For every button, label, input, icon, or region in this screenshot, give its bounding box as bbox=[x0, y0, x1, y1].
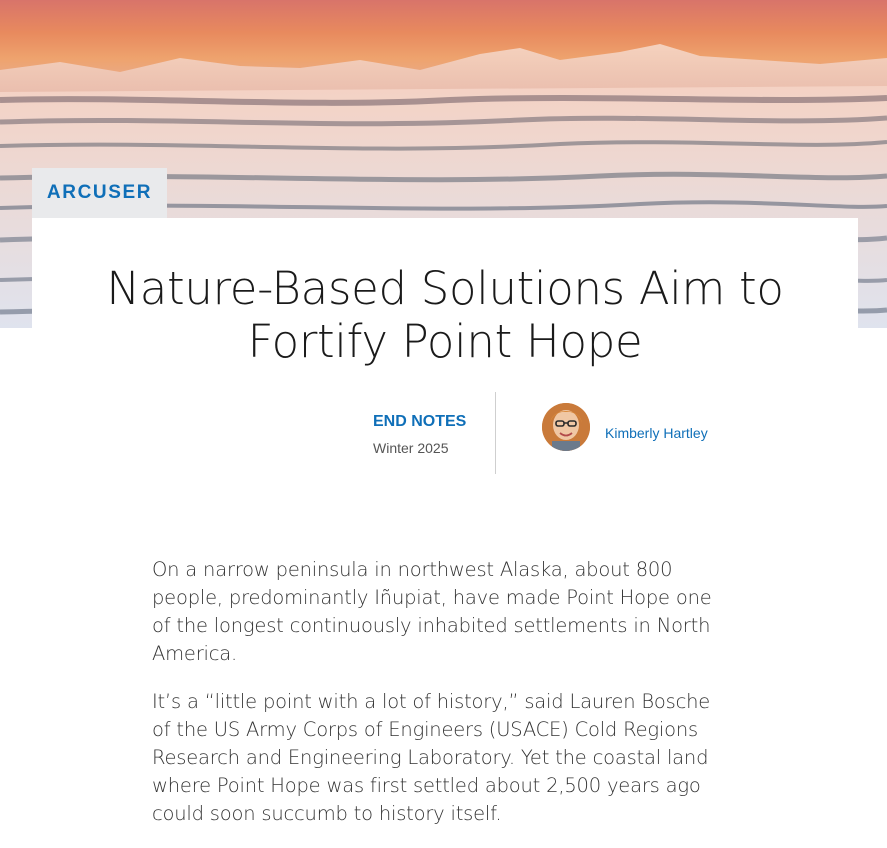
author-link[interactable]: Kimberly Hartley bbox=[605, 425, 708, 441]
publication-tag-link[interactable]: ARCUSER bbox=[32, 168, 167, 218]
paragraph: On a narrow peninsula in northwest Alaska, about 800 people, predominantly Iñupiat, have made Point Hope one of the longest continuously inhabited settlements in North America. bbox=[152, 558, 712, 665]
article-body bbox=[152, 556, 732, 848]
article-title: Nature-Based Solutions Aim to Fortify Point Hope bbox=[106, 262, 784, 368]
author-avatar[interactable] bbox=[542, 403, 590, 451]
paragraph: It’s a “little point with a lot of history,” said Lauren Bosche of the US Army Corps of Engineers (USACE) Cold Regions Research and Engineering Laboratory. Yet the coastal land where Point Hope was first settled about 2,500 years ago could soon succumb to history itself. bbox=[152, 690, 711, 825]
article-meta bbox=[373, 411, 466, 456]
author-photo-icon bbox=[542, 403, 590, 451]
section-link[interactable]: END NOTES bbox=[373, 413, 467, 430]
meta-divider bbox=[495, 392, 496, 474]
issue-date: Winter 2025 bbox=[373, 440, 449, 456]
